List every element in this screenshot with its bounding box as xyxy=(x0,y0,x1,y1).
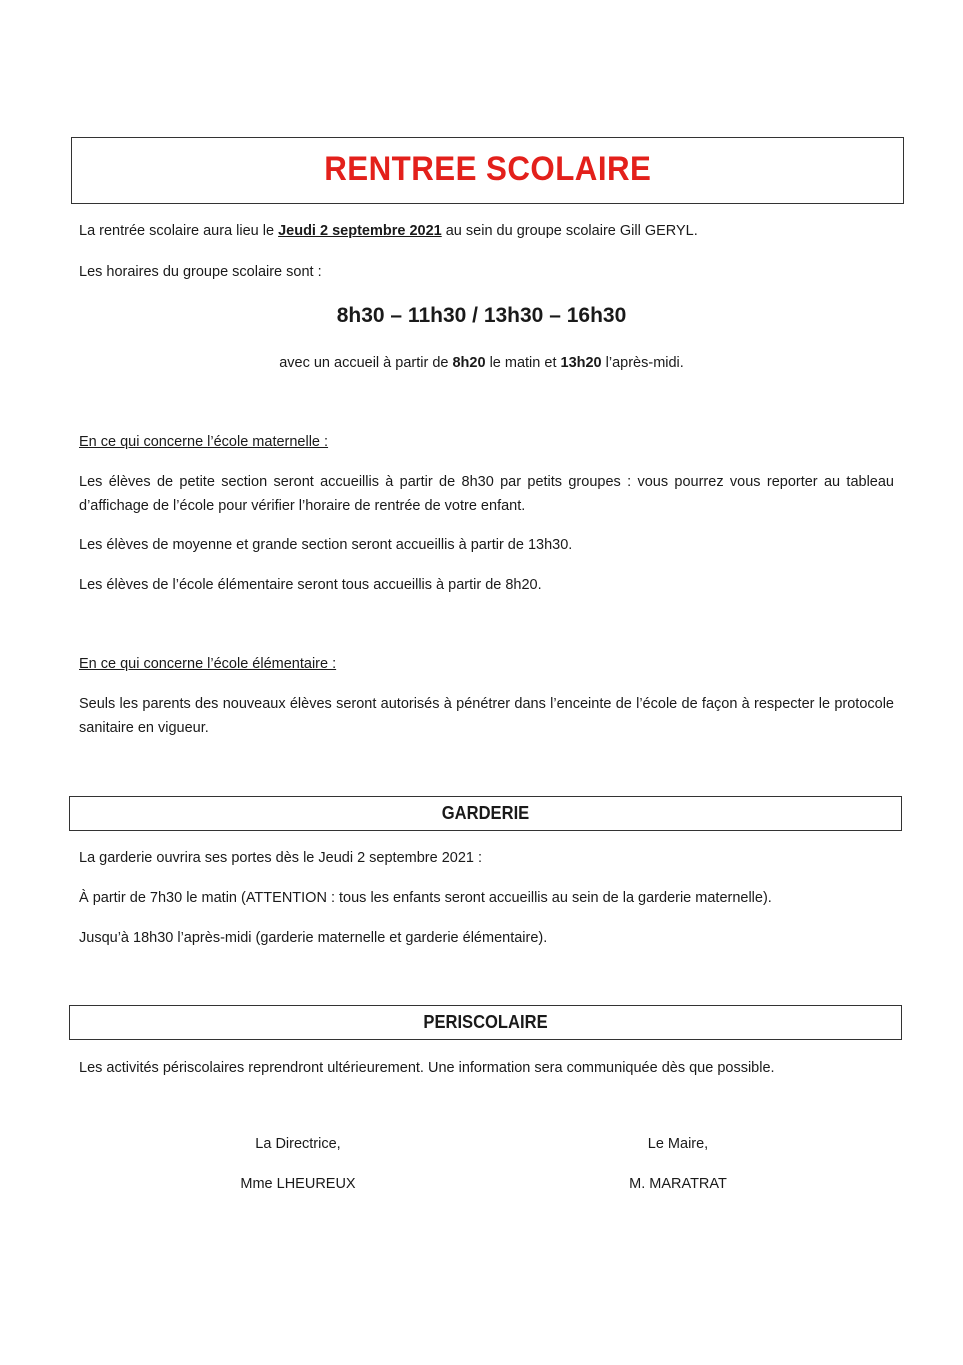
periscolaire-paragraph: Les activités périscolaires reprendront ultérieurement. Une information sera communiquée dès que possible. xyxy=(79,1060,775,1076)
periscolaire-title: PERISCOLAIRE xyxy=(423,1012,548,1032)
welcome-text-end: l’après-midi. xyxy=(601,355,684,371)
maternelle-paragraph: Les élèves de petite section seront accueillis à partir de 8h30 par petits groupes : vous pourrez vous reporter au tableau d’affichage de l’école pour vérifier l’horaire de rentrée de votre enfant. xyxy=(79,474,894,514)
maternelle-paragraph: Les élèves de l’école élémentaire seront tous accueillis à partir de 8h20. xyxy=(79,577,542,593)
maternelle-paragraph: Les élèves de moyenne et grande section seront accueillis à partir de 13h30. xyxy=(79,537,573,553)
start-date: Jeudi 2 septembre 2021 xyxy=(278,223,442,239)
elementaire-paragraph: Seuls les parents des nouveaux élèves seront autorisés à pénétrer dans l’enceinte de l’école de façon à respecter le protocole sanitaire en vigueur. xyxy=(79,696,894,736)
periscolaire-section-box xyxy=(69,1005,902,1040)
intro-text: La rentrée scolaire aura lieu le xyxy=(79,223,279,239)
garderie-paragraph: À partir de 7h30 le matin (ATTENTION : tous les enfants seront accueillis au sein de la garderie maternelle). xyxy=(79,890,772,906)
title-box xyxy=(71,137,904,204)
signature-directrice-name: Mme LHEUREUX xyxy=(240,1176,356,1192)
intro-paragraph xyxy=(79,219,894,243)
hours-intro: Les horaires du groupe scolaire sont : xyxy=(79,264,322,280)
welcome-paragraph xyxy=(0,351,963,375)
school-hours: 8h30 – 11h30 / 13h30 – 16h30 xyxy=(336,304,627,327)
garderie-title: GARDERIE xyxy=(441,803,530,823)
signature-directrice-role: La Directrice, xyxy=(255,1136,341,1152)
welcome-text: avec un accueil à partir de xyxy=(279,355,453,371)
signature-maire-role: Le Maire, xyxy=(647,1136,709,1152)
welcome-afternoon-time: 13h20 xyxy=(560,355,602,371)
garderie-section-box xyxy=(69,796,902,831)
maternelle-heading: En ce qui concerne l’école maternelle : xyxy=(79,434,329,450)
intro-text-end: au sein du groupe scolaire Gill GERYL. xyxy=(441,223,698,239)
garderie-paragraph: La garderie ouvrira ses portes dès le Jeudi 2 septembre 2021 : xyxy=(79,850,483,866)
elementaire-heading: En ce qui concerne l’école élémentaire : xyxy=(79,656,337,672)
garderie-paragraph: Jusqu’à 18h30 l’après-midi (garderie maternelle et garderie élémentaire). xyxy=(79,930,548,946)
page-title: RENTREE SCOLAIRE xyxy=(323,150,652,188)
welcome-text-mid: le matin et xyxy=(485,355,561,371)
welcome-morning-time: 8h20 xyxy=(452,355,486,371)
signature-maire-name: M. MARATRAT xyxy=(629,1176,727,1192)
